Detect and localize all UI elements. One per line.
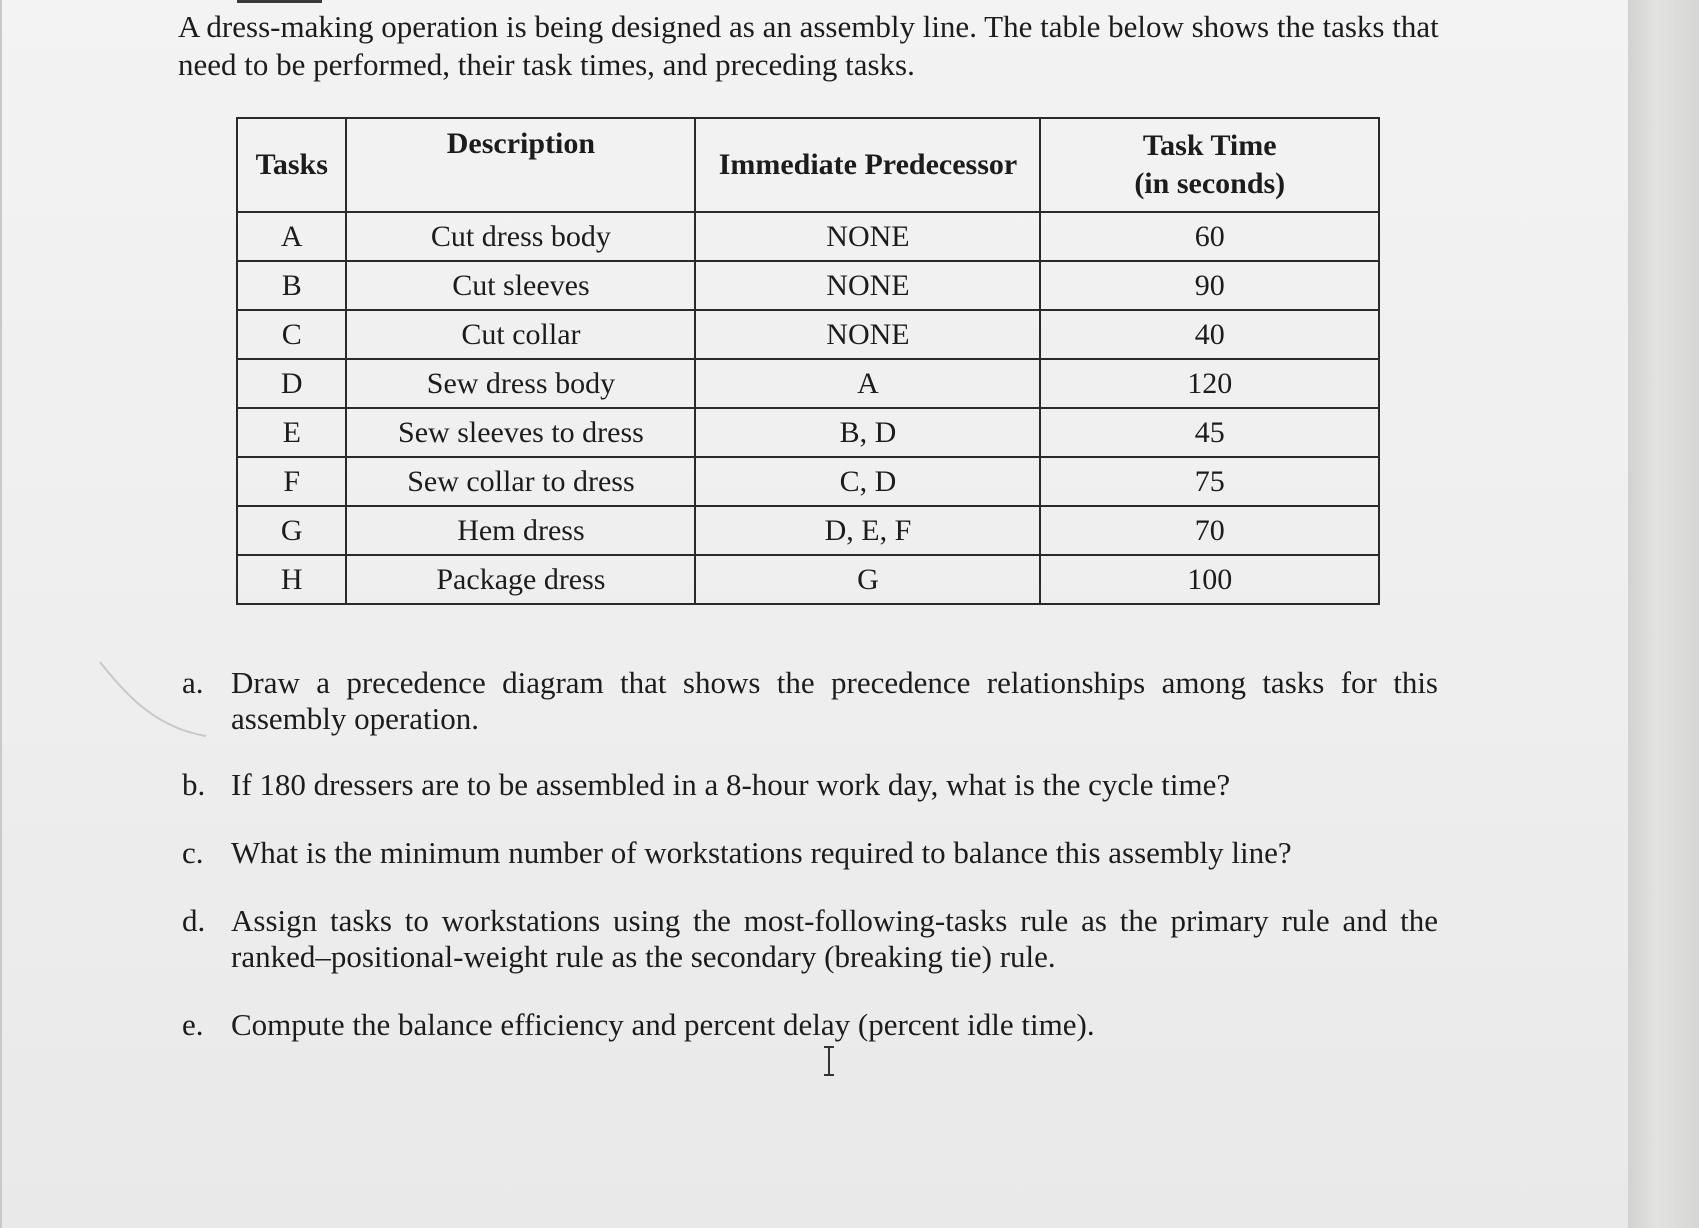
top-divider bbox=[237, 0, 322, 3]
cell-predecessor: G bbox=[695, 555, 1040, 604]
question-text: What is the minimum number of workstations required to balance this assembly line? bbox=[231, 835, 1292, 870]
cell-description: Sew sleeves to dress bbox=[346, 408, 695, 457]
cell-time: 120 bbox=[1040, 359, 1379, 408]
cell-description: Hem dress bbox=[346, 506, 695, 555]
question-text: Assign tasks to workstations using the most-following-tasks rule as the primary rule and the ranked–positional-weight rule as the secondary (breaking tie) rule. bbox=[231, 903, 1438, 974]
table-row bbox=[237, 408, 1379, 457]
question-letter: a. bbox=[182, 665, 204, 700]
cell-task: F bbox=[237, 457, 346, 506]
cell-time: 40 bbox=[1040, 310, 1379, 359]
table-row bbox=[237, 506, 1379, 555]
cell-description: Cut sleeves bbox=[346, 261, 695, 310]
cell-task: B bbox=[237, 261, 346, 310]
question-letter: c. bbox=[182, 835, 204, 870]
cell-predecessor: C, D bbox=[695, 457, 1040, 506]
question-item bbox=[178, 665, 1438, 737]
cell-description: Cut dress body bbox=[346, 212, 695, 261]
header-task-time-line1: Task Time bbox=[1142, 129, 1277, 162]
header-description: Description bbox=[346, 118, 695, 212]
cell-time: 100 bbox=[1040, 555, 1379, 604]
screen-bezel bbox=[1628, 0, 1699, 1228]
cell-task: D bbox=[237, 359, 346, 408]
question-text: Compute the balance efficiency and percent delay (percent idle time). bbox=[231, 1007, 1095, 1042]
cell-task: A bbox=[237, 212, 346, 261]
cell-task: G bbox=[237, 506, 346, 555]
cell-predecessor: A bbox=[695, 359, 1040, 408]
table-row bbox=[237, 261, 1379, 310]
header-task-time bbox=[1040, 118, 1379, 212]
table-row bbox=[237, 555, 1379, 604]
table-row bbox=[237, 212, 1379, 261]
header-task-time-line2: (in seconds) bbox=[1134, 167, 1286, 200]
question-text: Draw a precedence diagram that shows the precedence relationships among tasks for this assembly operation. bbox=[231, 665, 1438, 736]
question-letter: b. bbox=[182, 767, 206, 802]
cell-predecessor: NONE bbox=[695, 310, 1040, 359]
question-item bbox=[178, 835, 1438, 871]
cell-predecessor: D, E, F bbox=[695, 506, 1040, 555]
cell-task: E bbox=[237, 408, 346, 457]
cell-task: H bbox=[237, 555, 346, 604]
question-letter: d. bbox=[182, 903, 206, 938]
cell-time: 70 bbox=[1040, 506, 1379, 555]
cell-description: Cut collar bbox=[346, 310, 695, 359]
table-row bbox=[237, 457, 1379, 506]
question-item bbox=[178, 903, 1438, 975]
question-letter: e. bbox=[182, 1007, 204, 1042]
cell-predecessor: NONE bbox=[695, 261, 1040, 310]
cell-description: Sew collar to dress bbox=[346, 457, 695, 506]
question-text: If 180 dressers are to be assembled in a 8-hour work day, what is the cycle time? bbox=[231, 767, 1231, 802]
question-item bbox=[178, 767, 1438, 803]
table-row bbox=[237, 359, 1379, 408]
table-header-row bbox=[237, 118, 1379, 212]
cell-time: 60 bbox=[1040, 212, 1379, 261]
cell-task: C bbox=[237, 310, 346, 359]
table-row bbox=[237, 310, 1379, 359]
question-item bbox=[178, 1007, 1438, 1043]
header-predecessor: Immediate Predecessor bbox=[695, 118, 1040, 212]
question-list bbox=[178, 665, 1438, 1043]
cell-predecessor: NONE bbox=[695, 212, 1040, 261]
cell-description: Sew dress body bbox=[346, 359, 695, 408]
task-table bbox=[236, 117, 1380, 605]
cell-time: 75 bbox=[1040, 457, 1379, 506]
text-cursor-icon bbox=[822, 1046, 836, 1076]
cell-time: 90 bbox=[1040, 261, 1379, 310]
header-tasks: Tasks bbox=[237, 118, 346, 212]
cell-description: Package dress bbox=[346, 555, 695, 604]
intro-paragraph: A dress-making operation is being designed as an assembly line. The table below shows the tasks that need to be performed, their task times, and preceding tasks. bbox=[178, 9, 1439, 82]
cell-predecessor: B, D bbox=[695, 408, 1040, 457]
cell-time: 45 bbox=[1040, 408, 1379, 457]
